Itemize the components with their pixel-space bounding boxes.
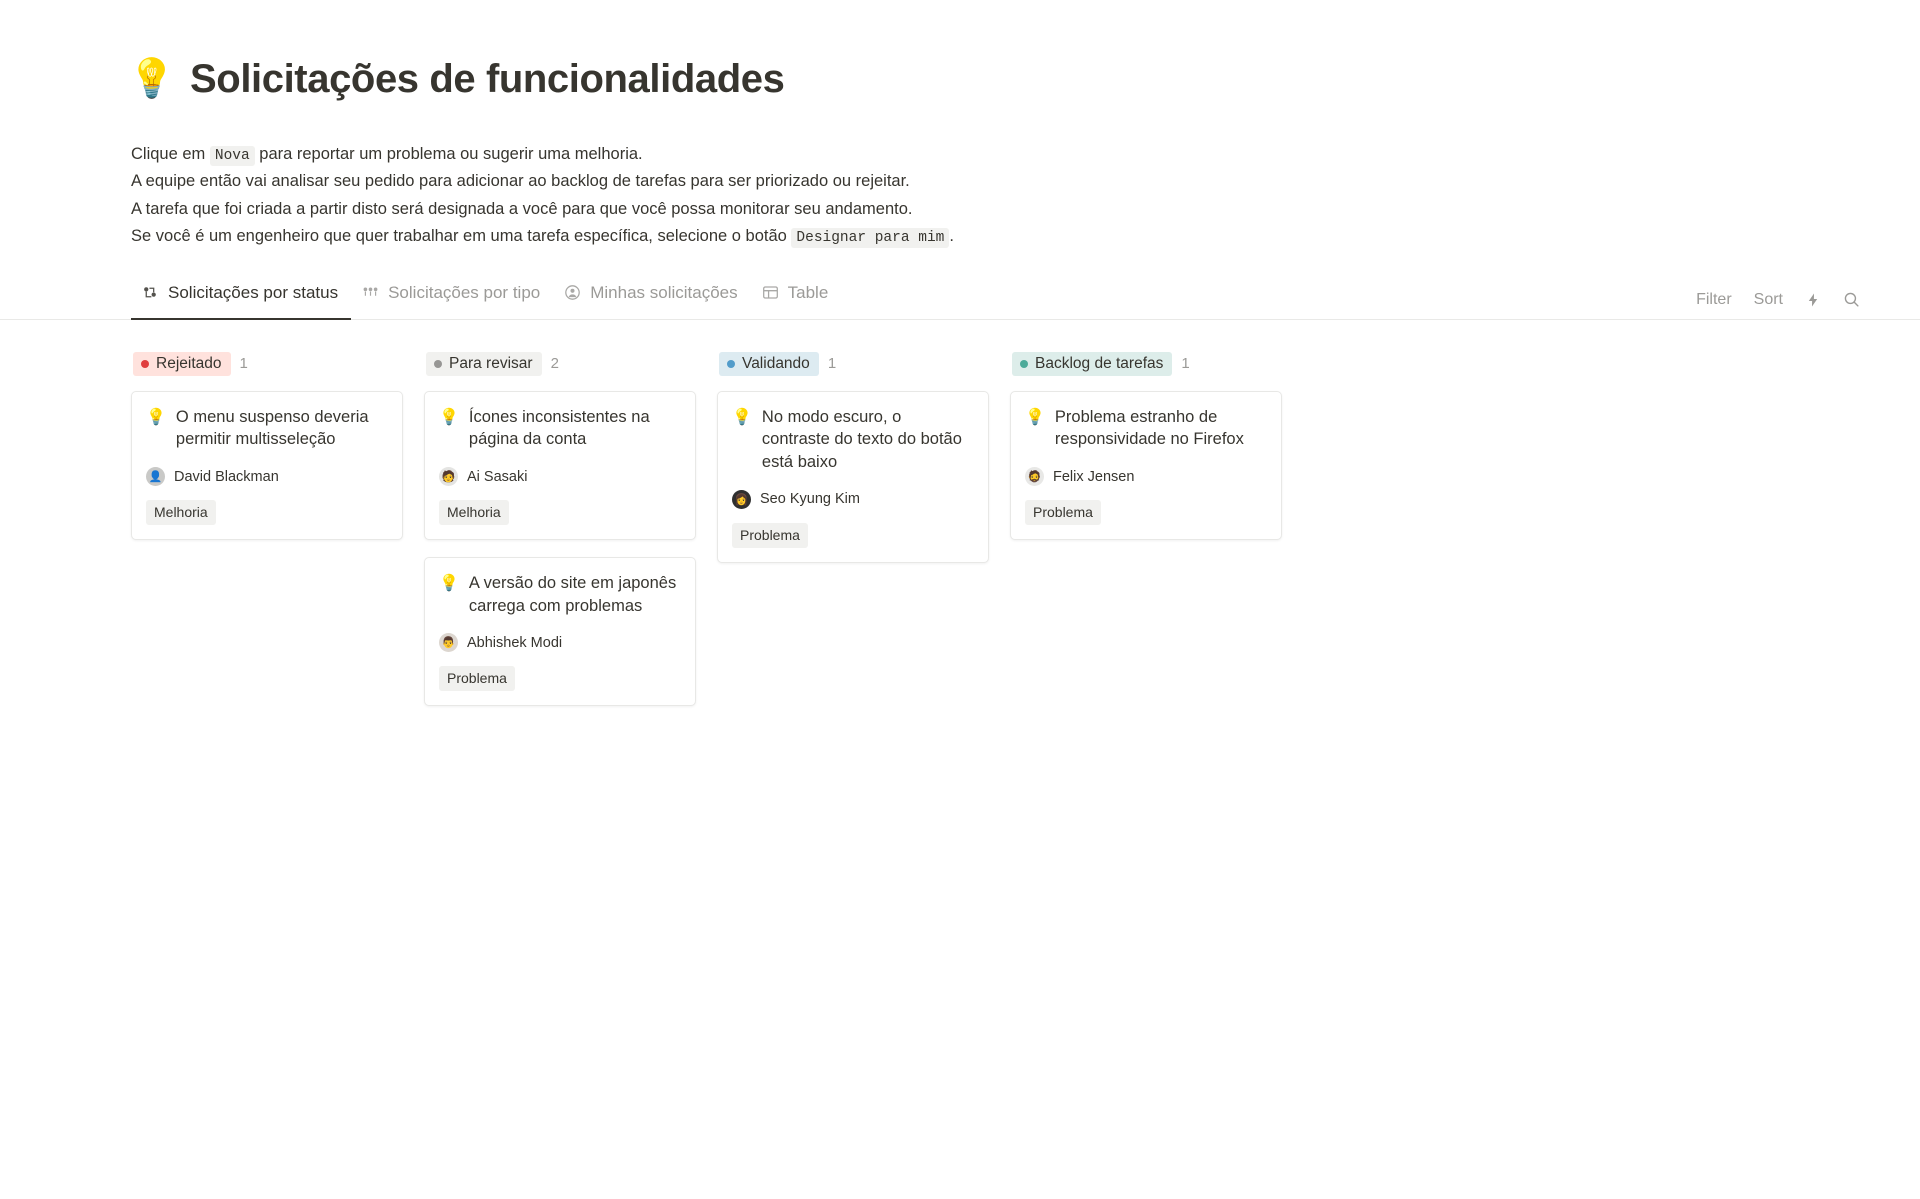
lightbulb-icon: 💡 (439, 574, 459, 592)
card-title-row (146, 406, 387, 451)
lightbulb-icon: 💡 (128, 57, 176, 100)
description-text: para reportar um problema ou sugerir uma melhoria. (254, 144, 643, 163)
card-tags (146, 500, 387, 525)
page-description (131, 142, 1860, 250)
tab-solicitacoes-por-tipo[interactable] (351, 277, 553, 319)
description-line-1 (131, 142, 1860, 168)
card-tags (732, 523, 973, 548)
lightbulb-icon: 💡 (439, 408, 459, 426)
search-icon[interactable] (1843, 291, 1860, 308)
lightbulb-icon: 💡 (732, 408, 752, 426)
card-title: Ícones inconsistentes na página da conta (468, 407, 650, 449)
column-header[interactable] (1010, 350, 1282, 378)
card-title-row (1025, 406, 1266, 451)
avatar: 👩 (732, 490, 751, 509)
description-text: Clique em (131, 144, 210, 163)
lightbulb-icon: 💡 (146, 408, 166, 426)
sort-button[interactable]: Sort (1753, 290, 1783, 308)
tab-solicitacoes-por-status[interactable] (131, 277, 351, 319)
lightbulb-icon: 💡 (1025, 408, 1045, 426)
description-line-4 (131, 224, 1860, 250)
status-label: Validando (742, 354, 810, 372)
status-badge (426, 352, 542, 377)
card-person (732, 490, 973, 509)
description-line-3 (131, 197, 1860, 223)
description-line-2 (131, 169, 1860, 195)
description-text: Se você é um engenheiro que quer trabalhar em uma tarefa específica, selecione o botão (131, 227, 792, 246)
view-tools (1696, 291, 1860, 319)
board-column-para-revisar (424, 350, 696, 723)
card-person (1025, 467, 1266, 486)
avatar: 🧔 (1025, 467, 1044, 486)
tab-label: Table (787, 282, 829, 302)
card-tags (439, 666, 680, 691)
column-header[interactable] (424, 350, 696, 378)
board-card[interactable] (424, 391, 696, 540)
description-text: A tarefa que foi criada a partir disto será designada a você para que você possa monitorar seu andamento. (131, 199, 913, 218)
description-text: A equipe então vai analisar seu pedido para adicionar ao backlog de tarefas para ser priorizado ou rejeitar. (131, 172, 910, 191)
column-count: 1 (827, 355, 837, 373)
card-title-row (439, 406, 680, 451)
status-label: Backlog de tarefas (1035, 354, 1164, 372)
column-count: 1 (1181, 355, 1190, 373)
board-column-validando (717, 350, 989, 580)
tab-table[interactable] (751, 277, 842, 319)
person-circle-icon (563, 283, 582, 302)
card-tags (439, 500, 680, 525)
nova-code-chip: Nova (210, 146, 255, 166)
status-label: Rejeitado (156, 354, 222, 372)
tab-label: Solicitações por tipo (388, 282, 541, 302)
column-count: 1 (239, 355, 248, 373)
group-icon (361, 283, 380, 302)
column-header[interactable] (717, 350, 989, 378)
card-tags (1025, 500, 1266, 525)
avatar: 👤 (146, 467, 165, 486)
card-title: O menu suspenso deveria permitir multisseleção (175, 407, 369, 449)
status-dot (727, 360, 735, 368)
type-tag: Problema (439, 666, 515, 691)
person-name: Seo Kyung Kim (760, 491, 860, 508)
status-badge (1012, 352, 1172, 377)
card-title: A versão do site em japonês carrega com problemas (468, 573, 677, 615)
table-icon (761, 283, 780, 302)
card-person (146, 467, 387, 486)
status-dot (141, 360, 149, 368)
card-title-row (732, 406, 973, 474)
title-row (128, 30, 1860, 128)
card-person (439, 467, 680, 486)
card-person (439, 633, 680, 652)
status-badge (133, 352, 231, 377)
filter-button[interactable]: Filter (1696, 290, 1732, 308)
board-icon (141, 283, 160, 302)
type-tag: Melhoria (439, 500, 509, 525)
tab-label: Minhas solicitações (590, 282, 738, 302)
description-text: . (949, 227, 954, 246)
type-tag: Problema (1025, 500, 1101, 525)
column-header[interactable] (131, 350, 403, 378)
board-column-backlog-de-tarefas (1010, 350, 1282, 557)
tab-label: Solicitações por status (168, 282, 339, 302)
card-title: No modo escuro, o contraste do texto do botão está baixo (761, 407, 962, 472)
avatar: 🧑 (439, 467, 458, 486)
board-card[interactable] (717, 391, 989, 563)
person-name: Felix Jensen (1053, 468, 1135, 485)
page-header (0, 30, 1920, 250)
status-badge (719, 352, 819, 377)
status-dot (434, 360, 442, 368)
board-card[interactable] (131, 391, 403, 540)
person-name: David Blackman (174, 468, 279, 485)
kanban-board (0, 320, 1920, 723)
page-title: Solicitações de funcionalidades (190, 56, 785, 101)
status-dot (1020, 360, 1028, 368)
board-column-rejeitado (131, 350, 403, 557)
person-name: Abhishek Modi (467, 634, 563, 651)
view-tabs (131, 277, 841, 319)
card-title: Problema estranho de responsividade no Firefox (1054, 407, 1244, 449)
designar-para-mim-code-chip: Designar para mim (791, 228, 949, 248)
type-tag: Melhoria (146, 500, 216, 525)
column-count: 2 (550, 355, 559, 373)
type-tag: Problema (732, 523, 808, 548)
board-card[interactable] (1010, 391, 1282, 540)
card-title-row (439, 572, 680, 617)
tab-minhas-solicitacoes[interactable] (553, 277, 750, 319)
view-tabs-bar (0, 278, 1920, 320)
status-label: Para revisar (449, 354, 533, 372)
lightning-icon[interactable] (1805, 292, 1821, 308)
board-card[interactable] (424, 557, 696, 706)
avatar: 👨 (439, 633, 458, 652)
person-name: Ai Sasaki (467, 468, 528, 485)
